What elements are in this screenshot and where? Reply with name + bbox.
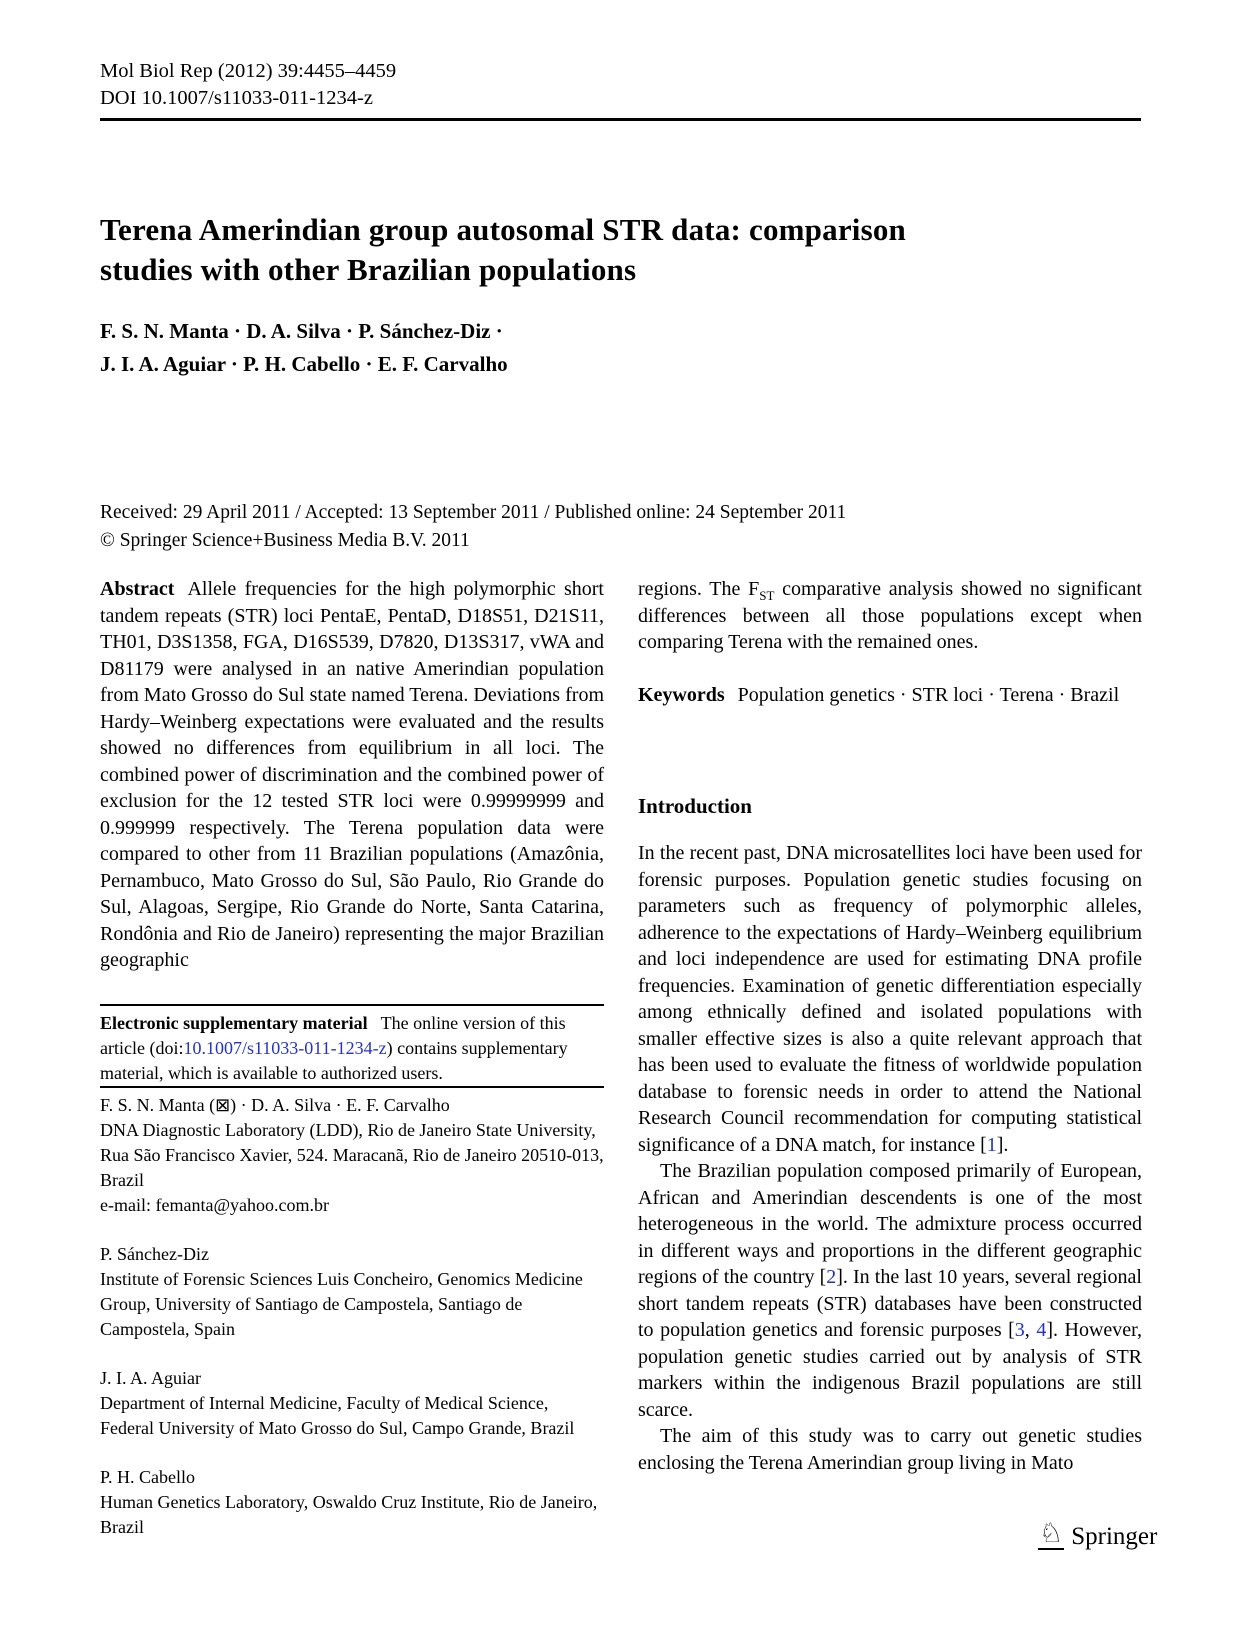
affiliation-2: [100, 1242, 604, 1342]
springer-knight-icon: ♘: [1039, 1518, 1064, 1548]
header-rule: [100, 118, 1141, 121]
affiliation-divider-rule: [100, 1086, 604, 1088]
affiliation-1-names-post: ) · D. A. Silva · E. F. Carvalho: [230, 1095, 450, 1115]
affiliation-4-name: P. H. Cabello: [100, 1467, 196, 1487]
intro-p2-text-a: The Brazilian population composed primarily of European, African and Amerindian descendents is one of the most heterogeneous in the world. The admixture process occurred in different ways and proportions in the different geographic regions of the country [: [638, 1160, 1142, 1288]
affiliation-3: [100, 1366, 604, 1441]
intro-p1-close: ].: [996, 1133, 1009, 1156]
abstract-text-right-pre: regions. The F: [638, 578, 760, 600]
esm-divider-rule: [100, 1004, 604, 1006]
citation-1-link[interactable]: 1: [986, 1133, 997, 1156]
intro-paragraph-2: [638, 1158, 1142, 1423]
authors-line-2: J. I. A. Aguiar · P. H. Cabello · E. F. Carvalho: [100, 352, 508, 376]
affiliation-1-names-pre: F. S. N. Manta (: [100, 1095, 216, 1115]
section-heading-introduction: Introduction: [638, 794, 752, 818]
abstract-right-column: [638, 576, 1142, 656]
fst-subscript: ST: [759, 588, 775, 603]
affiliation-4-address: Human Genetics Laboratory, Oswaldo Cruz Institute, Rio de Janeiro, Brazil: [100, 1492, 598, 1537]
article-history: [100, 499, 846, 554]
page-title: [100, 210, 1080, 290]
abstract-label: Abstract: [100, 578, 175, 600]
citation-4-link[interactable]: 4: [1036, 1319, 1047, 1341]
affiliation-1: [100, 1093, 604, 1218]
esm-text-pre: The online version of this article (doi:: [100, 1013, 566, 1058]
esm-text-post: ) contains supplementary material, which is available to authorized users.: [100, 1038, 568, 1083]
intro-p2-text-d: ]. However, population genetic studies carried out by analysis of STR markers within the indigenous Brazil populations are still scarce.: [638, 1319, 1143, 1421]
affiliation-3-address: Department of Internal Medicine, Faculty of Medical Science, Federal University of Mato Grosso do Sul, Campo Grande, Brazil: [100, 1393, 575, 1438]
intro-p2-text-b: ]. In the last 10 years, several regional short tandem repeats (STR) databases have been constructed to population genetics and forensic purposes [: [638, 1266, 1142, 1341]
title-line-1: Terena Amerindian group autosomal STR data: comparison: [100, 212, 906, 247]
received-line: Received: 29 April 2011 / Accepted: 13 September 2011 / Published online: 24 September 2011: [100, 502, 847, 523]
keywords-text: Population genetics · STR loci · Terena · Brazil: [737, 684, 1120, 706]
intro-p2-comma: ,: [1024, 1319, 1037, 1341]
abstract-text-right-post: comparative analysis showed no significant differences between all those populations except when comparing Terena with the remained ones.: [638, 578, 1142, 653]
introduction-body: [638, 840, 1142, 1476]
affiliations-block: [100, 1093, 604, 1564]
intro-p1-text: In the recent past, DNA microsatellites loci have been used for forensic purposes. Population genetic studies focusing on parameters such as frequency of polymorphic alleles, adherence to the expectations of Hardy–Weinberg equilibrium and loci independence are used for estimating DNA profile frequencies. Examination of genetic differentiation especially among ethnically defined and isolated populations with smaller effective sizes is also a quite relevant approach that has been used to evaluate the fitness of worldwide population database to forensic needs in order to attend the National Research Council recommendation for computing statistical significance of a DNA match, for instance [: [638, 842, 1142, 1156]
esm-label: Electronic supplementary material: [100, 1013, 368, 1033]
affiliation-1-email: e-mail: femanta@yahoo.com.br: [100, 1195, 329, 1215]
copyright-line: © Springer Science+Business Media B.V. 2011: [100, 529, 470, 551]
citation-2-link[interactable]: 2: [826, 1266, 837, 1288]
affiliation-1-address: DNA Diagnostic Laboratory (LDD), Rio de Janeiro State University, Rua São Francisco Xavier, 524. Maracanã, Rio de Janeiro 20510-013, Brazil: [100, 1120, 604, 1190]
corresponding-author-icon: ⊠: [215, 1095, 231, 1115]
affiliation-2-name: P. Sánchez-Diz: [100, 1244, 209, 1264]
springer-logo: [1038, 1520, 1157, 1550]
intro-paragraph-3: The aim of this study was to carry out genetic studies enclosing the Terena Amerindian group living in Mato: [638, 1425, 1142, 1474]
journal-reference: Mol Biol Rep (2012) 39:4455–4459: [100, 60, 397, 82]
citation-3-link[interactable]: 3: [1014, 1319, 1025, 1341]
esm-note: [100, 1011, 604, 1086]
doi-line: DOI 10.1007/s11033-011-1234-z: [100, 87, 373, 109]
affiliation-4: [100, 1465, 604, 1540]
author-list: [100, 315, 508, 381]
authors-line-1: F. S. N. Manta · D. A. Silva · P. Sánchez-Diz ·: [100, 319, 503, 343]
abstract-left-column: [100, 576, 604, 974]
affiliation-2-address: Institute of Forensic Sciences Luis Concheiro, Genomics Medicine Group, University of Santiago de Campostela, Santiago de Campostela, Spain: [100, 1269, 583, 1339]
abstract-text-left: Allele frequencies for the high polymorphic short tandem repeats (STR) loci PentaE, PentaD, D18S51, D21S11, TH01, D3S1358, FGA, D16S539, D7820, D13S317, vWA and D81179 were analysed in an native Amerindian population from Mato Grosso do Sul state named Terena. Deviations from Hardy–Weinberg expectations were evaluated and the results showed no differences from equilibrium in all loci. The combined power of discrimination and the combined power of exclusion for the 12 tested STR loci were 0.99999999 and 0.999999 respectively. The Terena population data were compared to other from 11 Brazilian populations (Amazônia, Pernambuco, Mato Grosso do Sul, São Paulo, Rio Grande do Sul, Alagoas, Sergipe, Rio Grande do Norte, Santa Catarina, Rondônia and Rio de Janeiro) representing the major Brazilian geographic: [100, 578, 604, 971]
journal-header: [100, 58, 396, 112]
title-line-2: studies with other Brazilian populations: [100, 252, 637, 287]
affiliation-3-name: J. I. A. Aguiar: [100, 1368, 201, 1388]
publisher-name: Springer: [1071, 1522, 1158, 1550]
keywords-label: Keywords: [638, 684, 725, 706]
affiliation-1-names: [100, 1093, 604, 1118]
esm-doi-link[interactable]: 10.1007/s11033-011-1234-z: [183, 1038, 387, 1058]
keywords-block: [638, 682, 1142, 709]
intro-paragraph-1: [638, 840, 1142, 1158]
